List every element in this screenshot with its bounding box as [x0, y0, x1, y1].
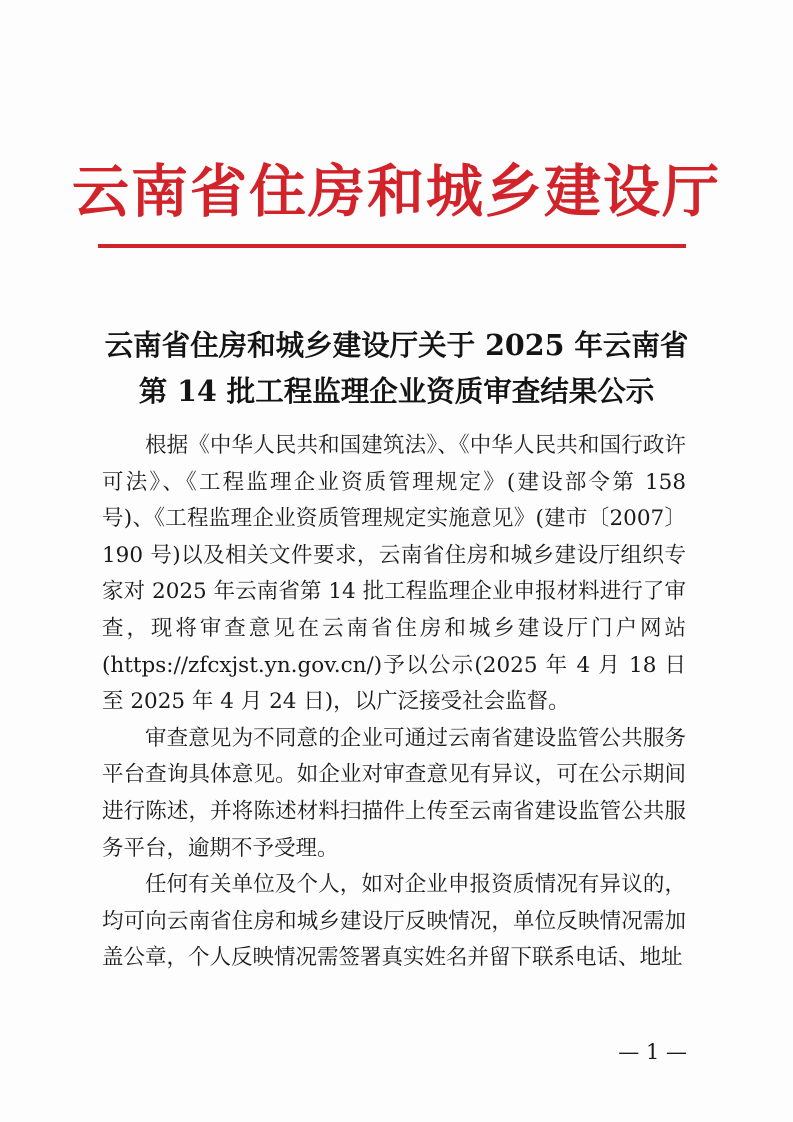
document-title-line-1: 云南省住房和城乡建设厅关于 2025 年云南省 [104, 328, 689, 362]
document-body [102, 428, 686, 977]
page-number: — 1 — [618, 1040, 687, 1064]
body-paragraph-3: 任何有关单位及个人，如对企业申报资质情况有异议的，均可向云南省住房和城乡建设厅反映情况，单位反映情况需加盖公章，个人反映情况需签署真实姓名并留下联系电话、地址 [102, 872, 686, 971]
body-paragraph-1: 根据《中华人民共和国建筑法》、《中华人民共和国行政许可法》、《工程监理企业资质管理规定》(建设部令第 158 号)、《工程监理企业资质管理规定实施意见》(建市〔2007〕190 号)以及相关文件要求，云南省住房和城乡建设厅组织专家对 2025 年云南省第 14 批工程监理企业申报材料进行了审查，现将审查意见在云南省住房和城乡建设厅门户网站(https://zfcxjst.yn.gov.cn/)予以公示(2025 年 4 月 18 日至 2025 年 4 月 24 日)，以广泛接受社会监督。 [102, 433, 686, 715]
body-paragraph-2: 审查意见为不同意的企业可通过云南省建设监管公共服务平台查询具体意见。如企业对审查意见有异议，可在公示期间进行陈述，并将陈述材料扫描件上传至云南省建设监管公共服务平台，逾期不予受理。 [102, 725, 686, 861]
document-title-line-2: 第 14 批工程监理企业资质审查结果公示 [138, 374, 655, 408]
letterhead-red-rule [98, 244, 686, 248]
document-title [80, 322, 713, 414]
letterhead-agency-name: 云南省住房和城乡建设厅 [72, 158, 721, 225]
